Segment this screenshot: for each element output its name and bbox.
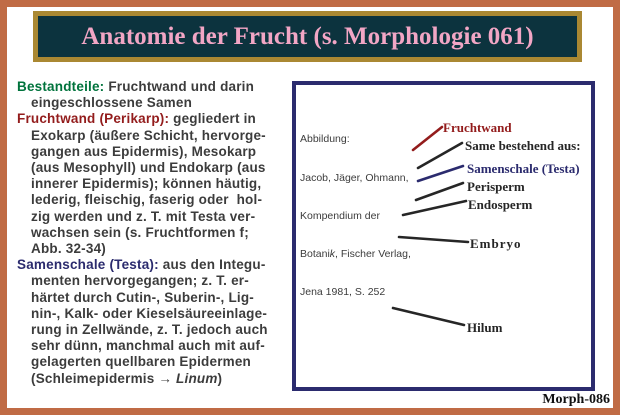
text-segment: aus den Integu- bbox=[158, 257, 266, 273]
figure-panel bbox=[292, 81, 595, 391]
text-segment: (Schleimepidermis → bbox=[31, 370, 177, 386]
leader-line-hilum bbox=[393, 308, 464, 325]
figure-label-perisperm: Perisperm bbox=[467, 179, 525, 194]
text-line: gelagerten quellbaren Epidermen bbox=[31, 354, 252, 370]
caption-segment: Botani bbox=[300, 247, 330, 260]
caption-line: Abbildung: bbox=[300, 133, 350, 146]
text-line bbox=[17, 257, 297, 273]
figure-label-embryo: Embryo bbox=[470, 236, 522, 251]
figure-label-fruchtwand: Fruchtwand bbox=[443, 120, 512, 135]
text-line: rung in Zellwände, z. T. jedoch auch bbox=[31, 322, 268, 338]
text-line: innerer Epidermis); können häutig, bbox=[31, 176, 262, 192]
definition-text bbox=[17, 79, 297, 387]
text-line: zig werden und z. T. mit Testa ver- bbox=[31, 208, 256, 224]
paragraph-samenschale bbox=[17, 257, 297, 387]
figure-label-endosperm: Endosperm bbox=[468, 197, 533, 212]
leader-line-perisperm bbox=[416, 183, 463, 200]
text-line: gangen aus Epidermis), Mesokarp bbox=[31, 143, 257, 159]
leader-line-endosperm bbox=[403, 201, 466, 215]
term-samenschale-testa: Samenschale (Testa): bbox=[17, 257, 159, 273]
leader-line-same bbox=[418, 143, 462, 168]
figure-label-same: Same bestehend aus: bbox=[465, 138, 581, 153]
text-segment: ) bbox=[217, 370, 223, 386]
text-line: (aus Mesophyll) und Endokarp (aus bbox=[31, 160, 266, 176]
text-line: sehr dünn, manchmal auch mit auf- bbox=[31, 338, 265, 354]
text-line: nin-, Kalk- oder Kieselsäureeinlage- bbox=[31, 305, 268, 321]
leader-line-embryo bbox=[399, 237, 468, 242]
figure-label-samenschale: Samenschale (Testa) bbox=[467, 161, 580, 176]
caption-line: Jacob, Jäger, Ohmann, bbox=[300, 171, 409, 184]
text-line: härtet durch Cutin-, Suberin-, Lig- bbox=[31, 289, 254, 305]
paragraph-bestandteile bbox=[17, 79, 297, 111]
title-banner bbox=[33, 11, 582, 62]
text-line bbox=[17, 111, 297, 127]
text-line bbox=[17, 371, 297, 387]
caption-line: Kompendium der bbox=[300, 209, 380, 222]
caption-line: Jena 1981, S. 252 bbox=[300, 285, 386, 298]
term-bestandteile: Bestandteile: bbox=[17, 79, 105, 94]
text-line: eingeschlossene Samen bbox=[31, 95, 193, 111]
text-line: Exokarp (äußere Schicht, hervorge- bbox=[31, 127, 266, 143]
term-fruchtwand-perikarp: Fruchtwand (Perikarp): bbox=[17, 111, 170, 127]
leader-line-fruchtwand bbox=[413, 127, 442, 150]
leader-line-samenschale bbox=[418, 166, 463, 181]
text-line: menten hervorgegangen; z. T. er- bbox=[31, 273, 249, 289]
paragraph-fruchtwand bbox=[17, 111, 297, 257]
page-title: Anatomie der Frucht (s. Morphologie 061) bbox=[81, 22, 534, 50]
text-line: lederig, fleischig, faserig oder hol- bbox=[31, 192, 263, 208]
text-line: wachsen sein (s. Fruchtformen f; bbox=[31, 224, 249, 240]
species-name-linum: Linum bbox=[176, 370, 218, 386]
text-line: Abb. 32-34) bbox=[31, 241, 106, 257]
slide-id: Morph-086 bbox=[542, 392, 610, 407]
caption-segment: , Fischer Verlag, bbox=[335, 247, 411, 260]
text-line bbox=[17, 79, 297, 95]
text-segment: gegliedert in bbox=[169, 111, 256, 127]
text-segment: Fruchtwand und darin bbox=[104, 79, 255, 94]
figure-label-hilum: Hilum bbox=[467, 320, 503, 335]
caption-segment-italic: k bbox=[329, 247, 336, 260]
